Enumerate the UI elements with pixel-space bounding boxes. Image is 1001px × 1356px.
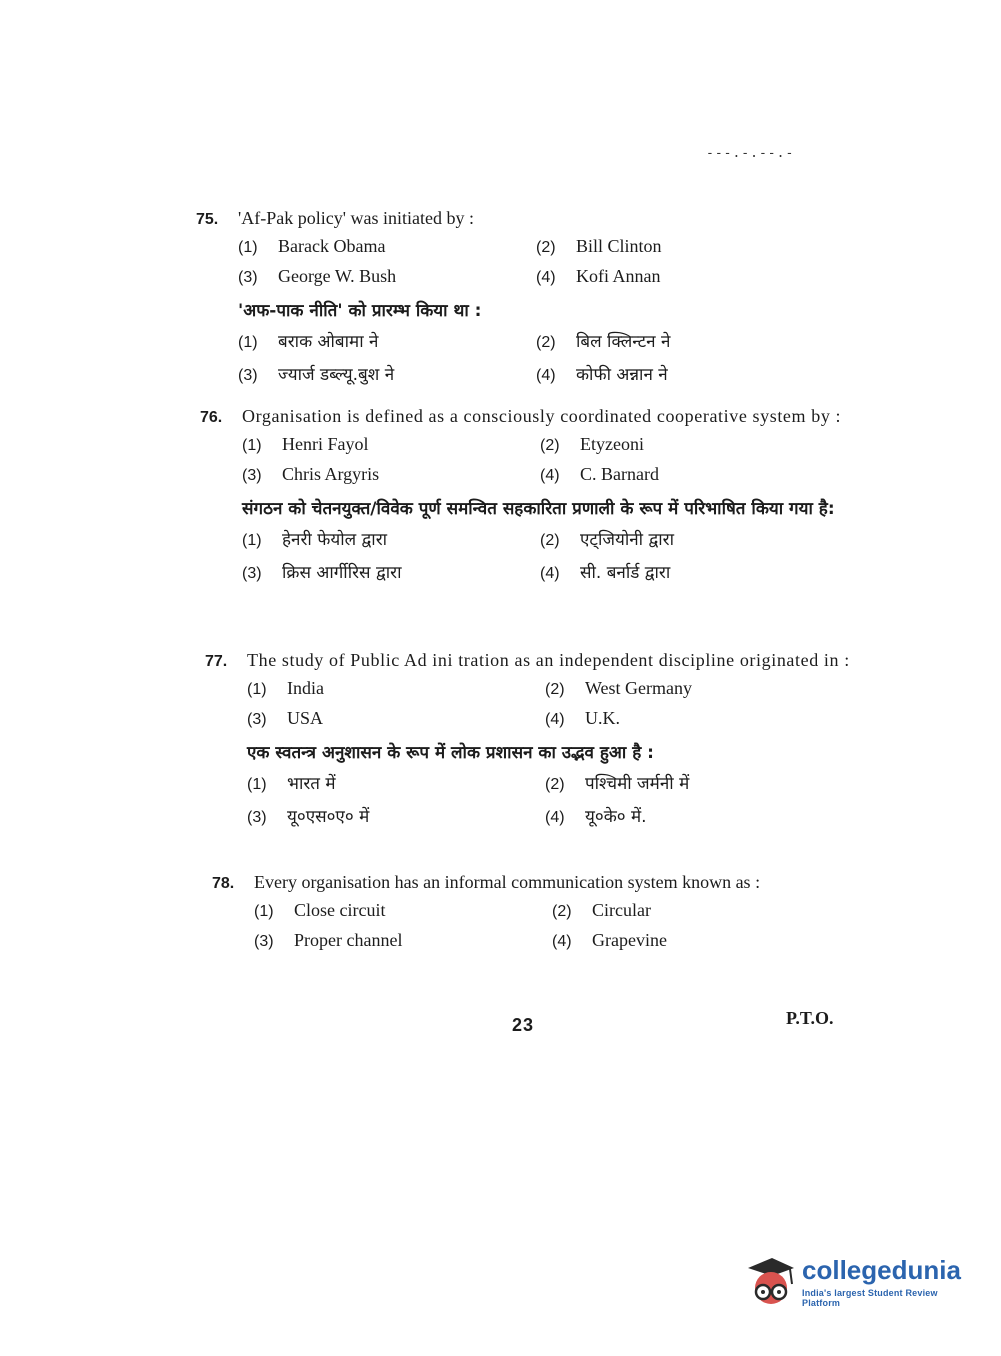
option [247,706,545,732]
option-number: (1) [238,239,258,256]
option [540,526,840,555]
option-text: ज्यार्ज डब्ल्यू.बुश ने [278,365,395,385]
option-number: (1) [238,334,258,351]
option-text: भारत में [287,774,336,794]
question-text-en: Every organisation has an informal communication system known as : [254,872,761,892]
options-hi [238,328,846,390]
option-number: (4) [540,467,560,484]
option-number: (2) [536,239,556,256]
option-number: (4) [552,933,572,950]
option-text: Bill Clinton [576,236,662,256]
option [242,432,540,458]
option-number: (1) [242,437,262,454]
question-text-en: 'Af-Pak policy' was initiated by : [238,208,474,228]
option-text: George W. Bush [278,266,397,286]
option-number: (4) [545,809,565,826]
option-text: कोफी अन्नान ने [576,365,668,385]
option-number: (3) [247,809,267,826]
option-number: (3) [242,467,262,484]
option-number: (2) [552,903,572,920]
question-text-hi: संगठन को चेतनयुक्त/विवेक पूर्ण समन्वित सहकारिता प्रणाली के रूप में परिभाषित किया गया है: [242,499,835,519]
option-number: (2) [540,437,560,454]
option-text: क्रिस आर्गीरिस द्वारा [282,563,402,583]
option [536,264,836,290]
option-text: C. Barnard [580,464,659,484]
option [238,361,536,390]
option [247,803,545,832]
question-text-hi: एक स्वतन्त्र अनुशासन के रूप में लोक प्रशासन का उद्भव हुआ है : [247,743,654,763]
option [254,898,552,924]
option-number: (2) [545,681,565,698]
option-number: (3) [254,933,274,950]
header-marks: ---.-.--.- [706,146,795,161]
option-text: बराक ओबामा ने [278,332,379,352]
option [238,264,536,290]
question-76 [200,404,850,588]
option-number: (3) [238,269,258,286]
option-number: (1) [247,776,267,793]
option-text: Henri Fayol [282,434,369,454]
question-number: 77. [205,653,228,670]
option [552,898,852,924]
logo-name: collegedunia [802,1255,961,1285]
option [254,928,552,954]
option [552,928,852,954]
option-number: (4) [536,269,556,286]
option-text: USA [287,708,324,728]
option-text: West Germany [585,678,693,698]
option [540,559,840,588]
question-number: 76. [200,409,223,426]
option-number: (4) [545,711,565,728]
option-text: Circular [592,900,651,920]
hindi-section [247,740,855,832]
collegedunia-logo [742,1252,972,1312]
options-en [242,432,850,488]
question-number: 78. [212,875,235,892]
option [242,559,540,588]
option [247,676,545,702]
option-number: (2) [540,532,560,549]
option [247,770,545,799]
options-en [254,898,862,954]
option-number: (3) [242,565,262,582]
option-number: (2) [536,334,556,351]
option-text: Kofi Annan [576,266,661,286]
option-text: सी. बर्नार्ड द्वारा [580,563,671,583]
option [536,234,836,260]
option-number: (4) [536,367,556,384]
option-text: पश्चिमी जर्मनी में [585,774,690,794]
option [540,432,840,458]
options-en [247,676,855,732]
logo-text [802,1256,972,1308]
option-number: (1) [247,681,267,698]
option [238,328,536,357]
option [545,770,845,799]
option-number: (1) [242,532,262,549]
mascot-icon [742,1254,798,1310]
option-number: (3) [247,711,267,728]
option [545,803,845,832]
question-text-en: Organisation is defined as a consciously coordinated cooperative system by : [242,406,842,426]
option-text: बिल क्लिन्टन ने [576,332,671,352]
options-hi [247,770,855,832]
option-text: Chris Argyris [282,464,380,484]
option-text: यू०के० में. [585,807,647,827]
option-text: Etyzeoni [580,434,644,454]
option-text: Grapevine [592,930,667,950]
option-number: (1) [254,903,274,920]
hindi-section [242,496,850,588]
option-text: Close circuit [294,900,386,920]
option-number: (3) [238,367,258,384]
option [536,328,836,357]
question-75 [196,206,846,390]
question-78 [212,870,862,954]
option-text: हेनरी फेयोल द्वारा [282,530,388,550]
option-text: एट्जियोनी द्वारा [580,530,675,550]
option-text: यू०एस०ए० में [287,807,370,827]
option-number: (4) [540,565,560,582]
option [242,526,540,555]
option-number: (2) [545,776,565,793]
option [536,361,836,390]
option [242,462,540,488]
options-en [238,234,846,290]
hindi-section [238,298,846,390]
option [540,462,840,488]
option-text: U.K. [585,708,620,728]
option-text: Proper channel [294,930,403,950]
page-number: 23 [512,1015,535,1035]
option [238,234,536,260]
options-hi [242,526,850,588]
question-number: 75. [196,211,219,228]
option-text: Barack Obama [278,236,386,256]
logo-tagline: India's largest Student Review Platform [802,1288,938,1308]
pto-label: P.T.O. [786,1008,834,1028]
option [545,706,845,732]
option [545,676,845,702]
question-text-en: The study of Public Ad ini tration as an independent discipline originated in : [247,650,850,670]
question-77 [205,648,855,832]
option-text: India [287,678,324,698]
question-text-hi: 'अफ-पाक नीति' को प्रारम्भ किया था : [238,301,482,321]
